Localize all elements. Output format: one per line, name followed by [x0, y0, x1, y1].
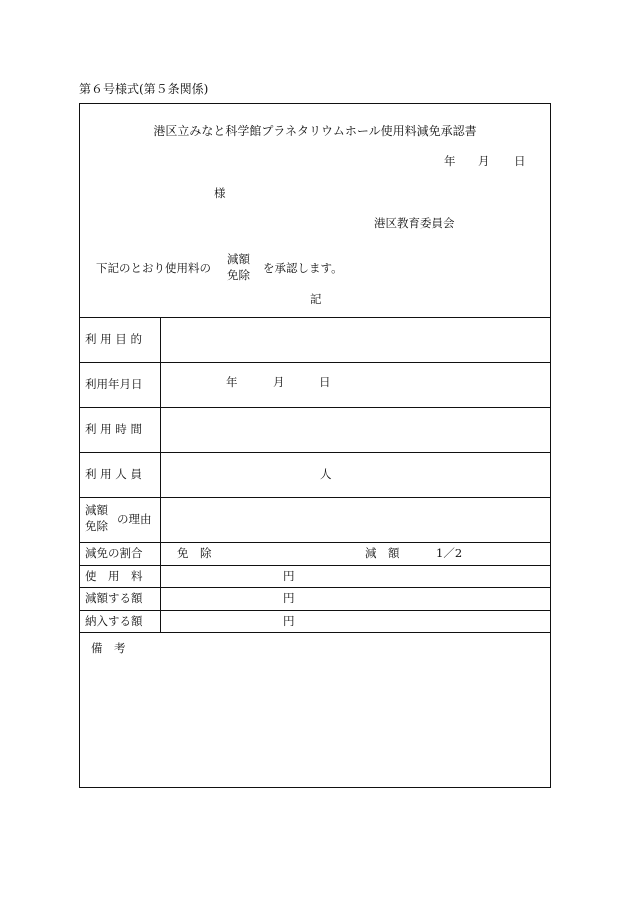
reason-label-suffix: の理由: [117, 512, 152, 526]
fee-label: 使 用 料: [85, 569, 143, 583]
fee-unit: 円: [283, 569, 295, 583]
use-date-day: 日: [319, 375, 331, 389]
pay-amount-label: 納入する額: [85, 614, 143, 628]
approval-form-frame: [79, 103, 551, 788]
date-day-label: 日: [514, 154, 526, 168]
ratio-exempt: 免 除: [177, 546, 212, 560]
people-label: 利 用 人 員: [85, 467, 142, 481]
ratio-reduce: 減 額: [365, 546, 400, 560]
reduce-amount-label: 減額する額: [85, 591, 143, 605]
form-number-label: 第６号様式(第５条関係): [79, 82, 209, 96]
use-date-label: 利用年月日: [85, 377, 143, 391]
purpose-label: 利 用 目 的: [85, 332, 142, 346]
ratio-reduce-value: 1／2: [436, 546, 463, 560]
statement-prefix: 下記のとおり使用料の: [96, 261, 211, 275]
issuer-name: 港区教育委員会: [374, 216, 455, 230]
use-date-year: 年: [226, 375, 238, 389]
ki-label: 記: [310, 292, 322, 306]
reduce-amount-unit: 円: [283, 591, 295, 605]
table-top-rule: [80, 317, 550, 318]
row-rule: [80, 407, 550, 408]
reason-label-exempt: 免除: [85, 519, 108, 533]
reason-label-reduce: 減額: [85, 503, 108, 517]
people-unit: 人: [320, 467, 332, 481]
row-rule: [80, 587, 550, 588]
label-column-divider: [160, 317, 161, 632]
row-rule: [80, 542, 550, 543]
document-title: 港区立みなと科学館プラネタリウムホール使用料減免承認書: [153, 124, 477, 138]
row-rule: [80, 452, 550, 453]
statement-option-exempt: 免除: [227, 268, 250, 282]
use-time-label: 利 用 時 間: [85, 422, 142, 436]
statement-option-reduce: 減額: [227, 252, 250, 266]
use-date-month: 月: [273, 375, 285, 389]
addressee-suffix: 様: [214, 186, 226, 200]
statement-suffix: を承認します。: [263, 261, 343, 275]
remarks-label: 備 考: [91, 641, 126, 655]
table-bottom-rule: [80, 632, 550, 633]
row-rule: [80, 565, 550, 566]
date-month-label: 月: [478, 154, 490, 168]
row-rule: [80, 362, 550, 363]
date-year-label: 年: [444, 154, 456, 168]
row-rule: [80, 610, 550, 611]
ratio-label: 減免の割合: [85, 546, 143, 560]
pay-amount-unit: 円: [283, 614, 295, 628]
row-rule: [80, 497, 550, 498]
